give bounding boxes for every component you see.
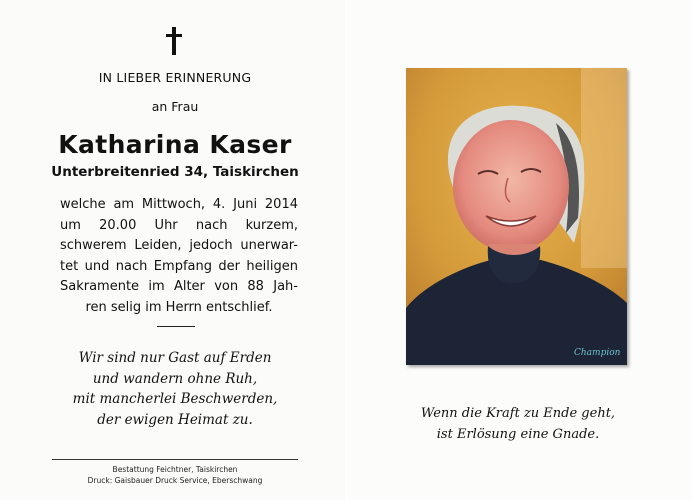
poem-line: der ewigen Heimat zu.	[97, 411, 253, 428]
salutation: an Frau	[151, 99, 199, 114]
funeral-credit: Bestattung Feichtner, Taiskirchen	[112, 465, 238, 474]
deceased-name: Katharina Kaser	[58, 130, 292, 159]
poem-line: Wir sind nur Gast auf Erden	[78, 350, 272, 366]
announcement-line: tet und nach Empfang der heiligen	[60, 258, 298, 274]
announcement-text	[60, 195, 298, 318]
quote-line: Wenn die Kraft zu Ende geht,	[420, 406, 616, 421]
print-credit: Druck: Gaisbauer Druck Service, Eberschwang	[87, 476, 263, 485]
credits	[52, 464, 298, 486]
deceased-address: Unterbreitenried 34, Taiskirchen	[51, 164, 299, 180]
divider	[157, 326, 195, 327]
portrait-photo	[406, 68, 627, 365]
footer-divider	[52, 459, 298, 460]
announcement-line: Sakramente im Alter von 88 Jah-	[60, 279, 298, 294]
quote-line: ist Erlösung eine Gnade.	[436, 426, 600, 442]
announcement-line: welche am Mittwoch, 4. Juni 2014	[60, 197, 298, 212]
text-panel	[0, 0, 345, 500]
poem	[40, 348, 310, 430]
poem-line: mit mancherlei Beschwerden,	[72, 391, 278, 407]
closing-quote	[408, 404, 628, 445]
poem-line: und wandern ohne Ruh,	[92, 370, 258, 387]
announcement-line: ren selig im Herrn entschlief.	[85, 299, 273, 315]
announcement-line: schwerem Leiden, jedoch unerwar-	[60, 238, 298, 253]
sweater-logo: Champion	[574, 348, 621, 358]
memory-heading: IN LIEBER ERINNERUNG	[98, 70, 252, 85]
announcement-line: um 20.00 Uhr nach kurzem,	[60, 217, 298, 233]
cross-icon	[162, 27, 186, 55]
